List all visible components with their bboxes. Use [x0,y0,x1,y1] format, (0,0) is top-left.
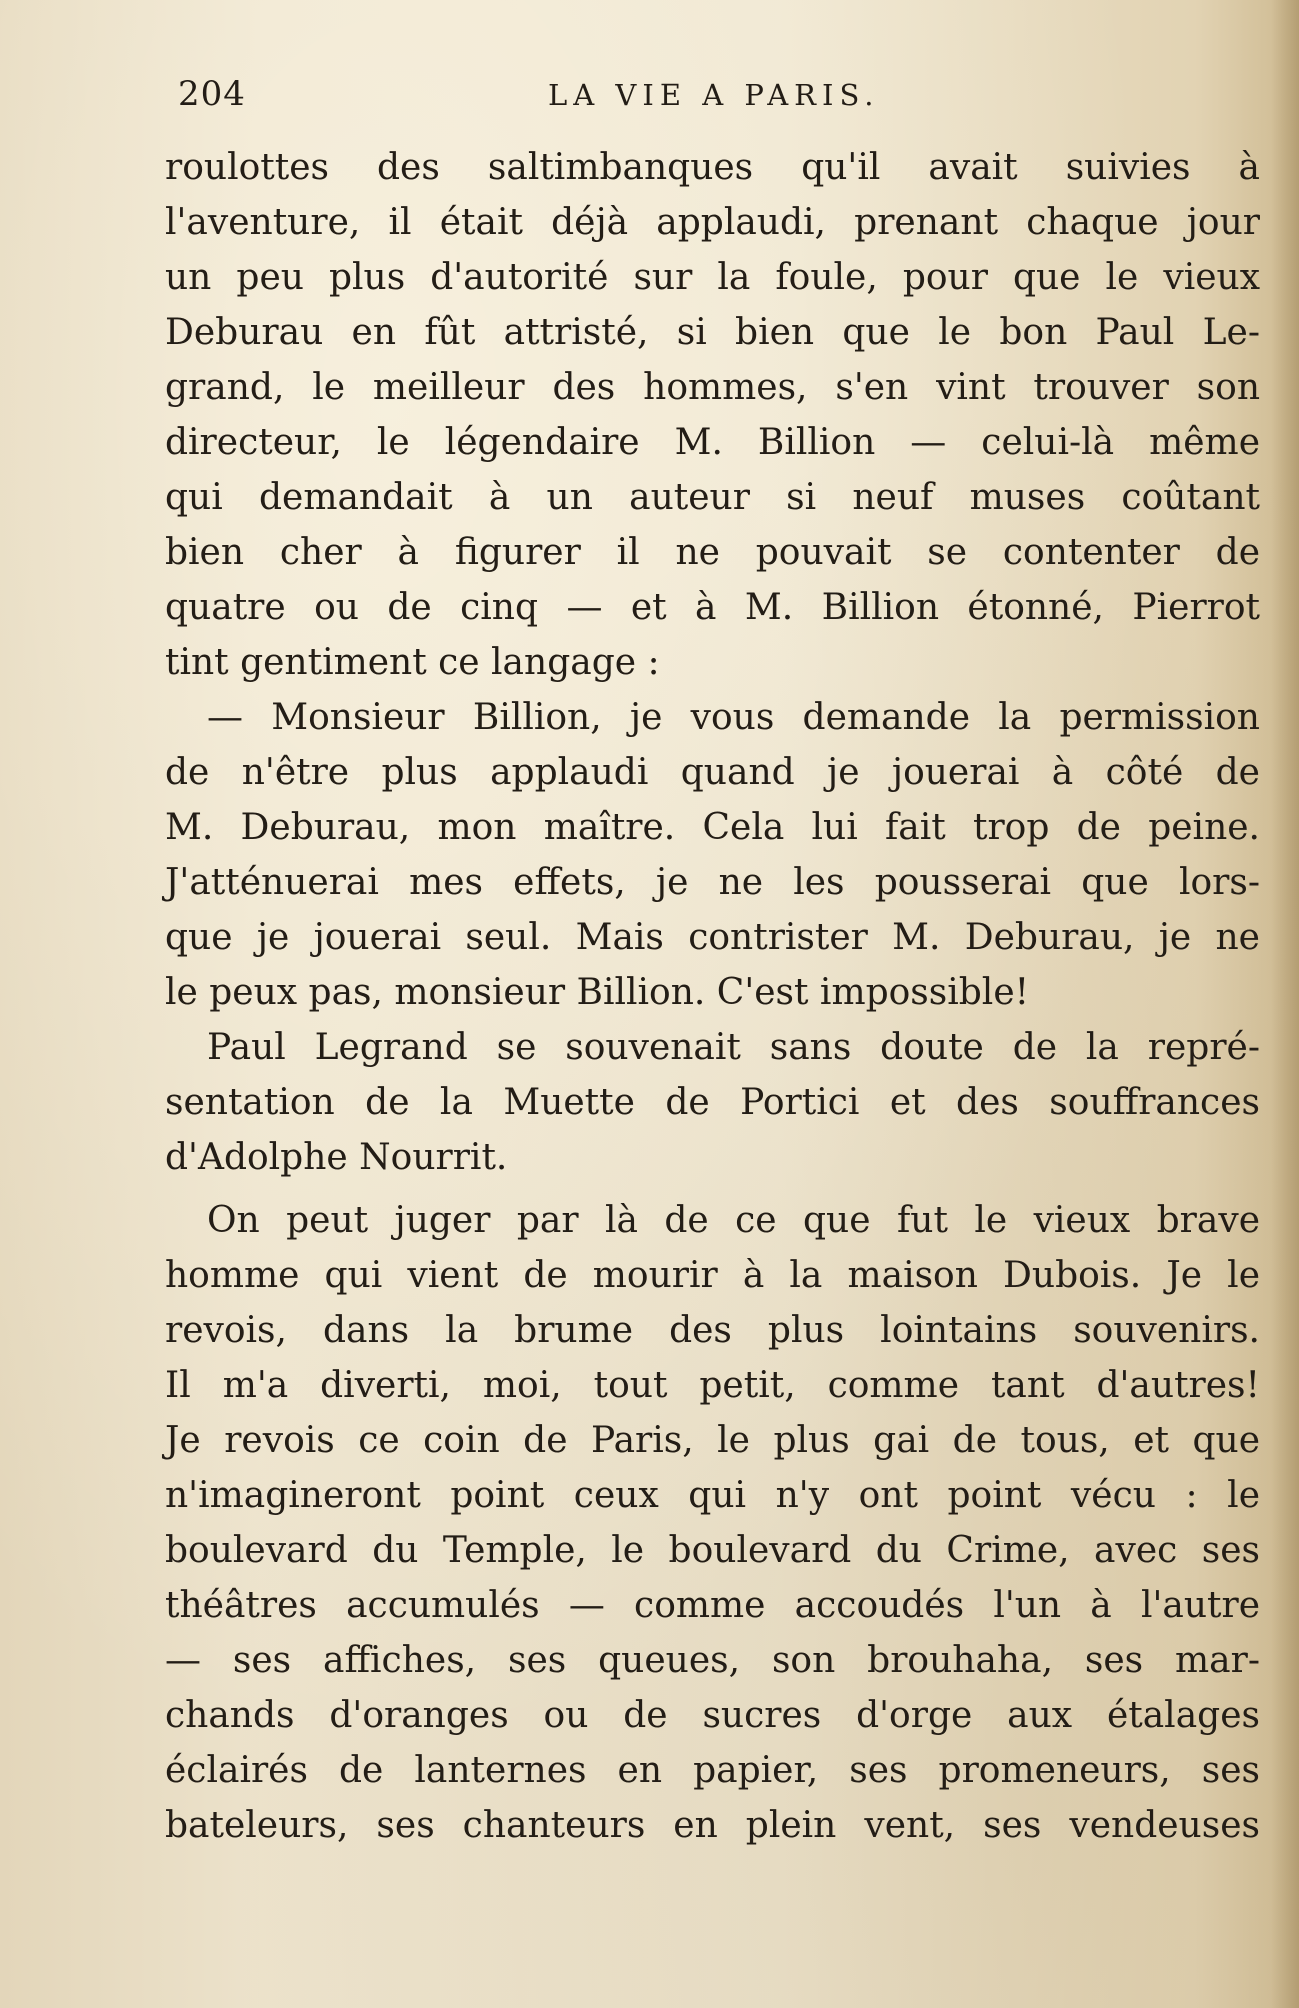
text-line: Deburau en fût attristé, si bien que le bon Paul Le- [165,312,1260,353]
text-line: quatre ou de cinq — et à M. Billion étonné, Pierrot [165,587,1260,628]
text-line: le peux pas, monsieur Billion. C'est impossible! [165,972,1030,1013]
text-line: Je revois ce coin de Paris, le plus gai de tous, et que [165,1420,1260,1461]
text-line: roulottes des saltimbanques qu'il avait suivies à [165,147,1260,188]
body-text [165,140,1260,1853]
page-number: 204 [178,74,246,114]
text-line: de n'être plus applaudi quand je jouerai à côté de [165,752,1260,793]
text-line: l'aventure, il était déjà applaudi, prenant chaque jour [165,202,1260,243]
text-line: qui demandait à un auteur si neuf muses coûtant [165,477,1260,518]
text-line: M. Deburau, mon maître. Cela lui fait trop de peine. [165,807,1260,848]
text-line: éclairés de lanternes en papier, ses promeneurs, ses [165,1750,1260,1791]
text-line: un peu plus d'autorité sur la foule, pour que le vieux [165,257,1260,298]
text-line: bien cher à figurer il ne pouvait se contenter de [165,532,1260,573]
text-line: revois, dans la brume des plus lointains souvenirs. [165,1310,1260,1351]
text-line: On peut juger par là de ce que fut le vieux brave [207,1200,1260,1241]
text-line: homme qui vient de mourir à la maison Dubois. Je le [165,1255,1260,1296]
paragraph-gap [165,1185,1260,1193]
text-line: bateleurs, ses chanteurs en plein vent, ses vendeuses [165,1805,1260,1846]
text-line: — ses affiches, ses queues, son brouhaha, ses mar- [165,1640,1260,1681]
text-line: directeur, le légendaire M. Billion — celui-là même [165,422,1260,463]
text-line: chands d'oranges ou de sucres d'orge aux étalages [165,1695,1260,1736]
text-line: n'imagineront point ceux qui n'y ont point vécu : le [165,1475,1260,1516]
text-line: Il m'a diverti, moi, tout petit, comme tant d'autres! [165,1365,1260,1406]
text-line: d'Adolphe Nourrit. [165,1137,508,1178]
text-line: que je jouerai seul. Mais contrister M. Deburau, je ne [165,917,1260,958]
text-line: — Monsieur Billion, je vous demande la permission [207,697,1260,738]
text-line: sentation de la Muette de Portici et des souffrances [165,1082,1260,1123]
running-head [178,74,1238,124]
text-line: J'atténuerai mes effets, je ne les pousserai que lors- [165,862,1260,903]
text-line: tint gentiment ce langage : [165,642,660,683]
text-line: Paul Legrand se souvenait sans doute de la repré- [207,1027,1260,1068]
text-line: grand, le meilleur des hommes, s'en vint trouver son [165,367,1260,408]
running-title: LA VIE A PARIS. [548,78,880,112]
text-line: boulevard du Temple, le boulevard du Crime, avec ses [165,1530,1260,1571]
text-line: théâtres accumulés — comme accoudés l'un à l'autre [165,1585,1260,1626]
